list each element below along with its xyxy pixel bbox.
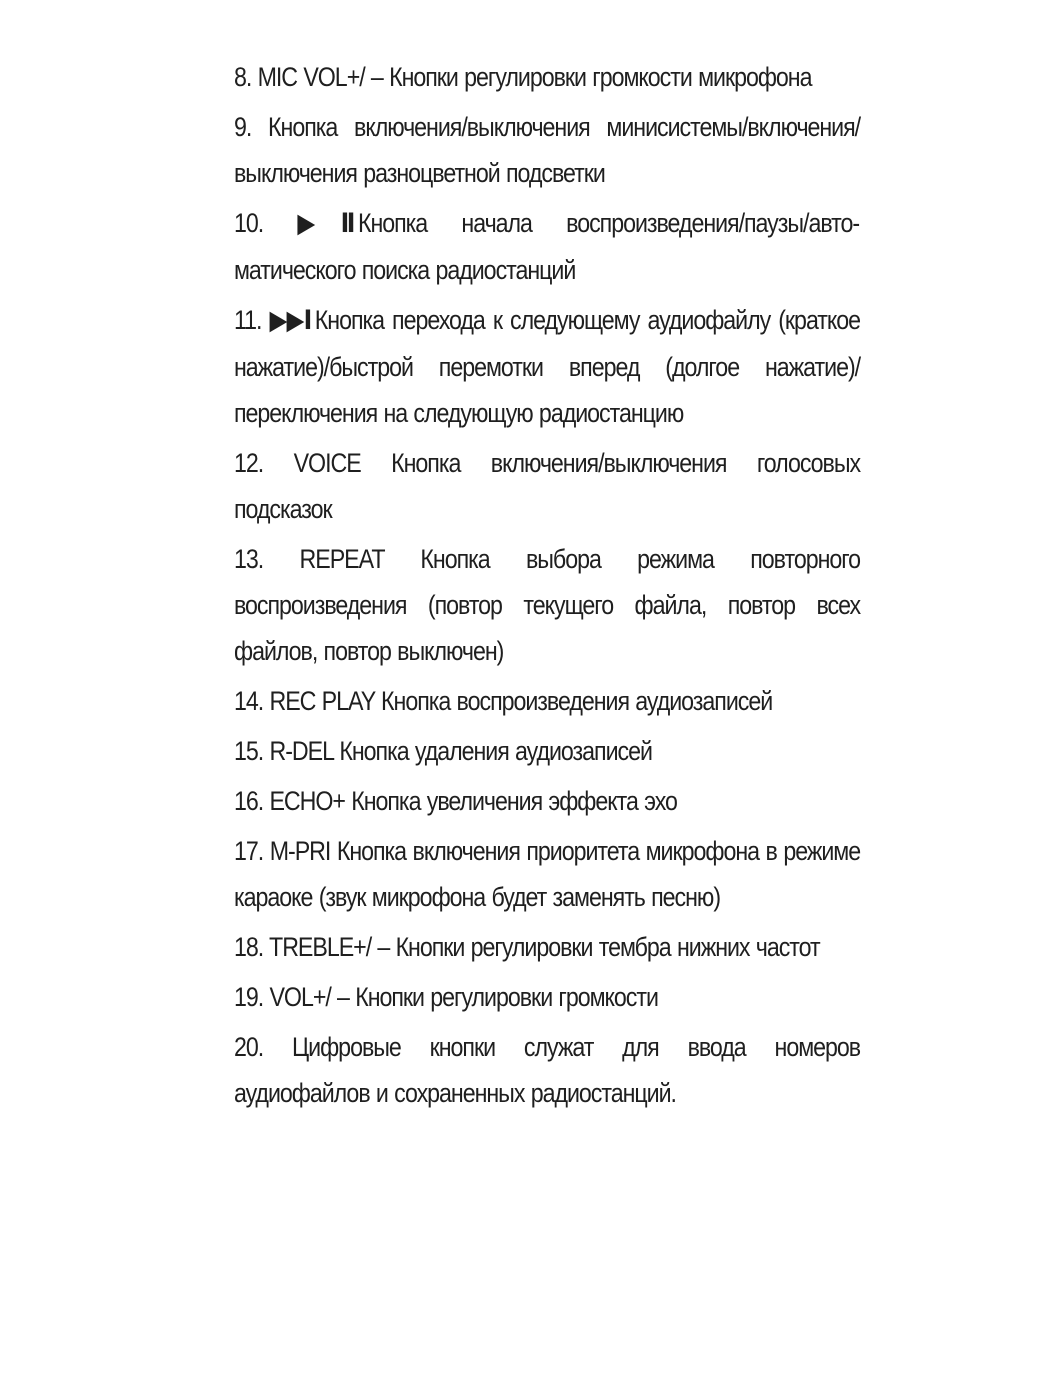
item-text: 12. VOICE Кнопка включения/выключения голосовых подсказок [234,448,861,524]
list-item-20 [234,1024,860,1116]
list-item-15 [234,728,860,774]
play-pause-icon: ▶II [297,208,353,239]
item-text: 15. R-DEL Кнопка удаления аудиозаписей [234,736,652,766]
list-item-12 [234,440,860,532]
next-track-icon: ▶▶I [269,305,310,336]
item-text: 20. Цифровые кнопки служат для ввода номеров аудиофайлов и сохраненных радиостанций. [234,1032,861,1108]
list-item-16 [234,778,860,824]
list-item-8 [234,54,860,100]
item-text: Кнопка начала воспроизведения/паузы/автоматического поиска радиостанций [234,208,861,285]
list-item-11 [234,297,860,436]
manual-page [234,54,860,1120]
item-number: 10. [234,208,264,238]
item-text: 13. REPEAT Кнопка выбора режима повторного воспроизведения (повтор текущего файла, повтор всех файлов, повтор выключен) [234,544,861,666]
list-item-9 [234,104,860,196]
list-item-19 [234,974,860,1020]
list-item-18 [234,924,860,970]
list-item-17 [234,828,860,920]
list-item-14 [234,678,860,724]
item-text: 9. Кнопка включения/выключения минисистемы/включения/выключения разноцветной подсветки [234,112,861,188]
item-text: Кнопка перехода к следующему аудиофайлу (краткое нажатие)/быстрой перемотки вперед (долгое нажатие)/переключения на следующую радиостанцию [234,305,861,428]
item-text: 17. M-PRI Кнопка включения приоритета микрофона в режиме караоке (звук микрофона будет заменять песню) [234,836,861,912]
item-text: 19. VOL+/ – Кнопки регулировки громкости [234,982,658,1012]
item-text: 18. TREBLE+/ – Кнопки регулировки тембра нижних частот [234,932,820,962]
item-number: 11. [234,305,262,335]
item-text: 16. ECHO+ Кнопка увеличения эффекта эхо [234,786,677,816]
item-text: 14. REC PLAY Кнопка воспроизведения аудиозаписей [234,686,773,716]
list-item-13 [234,536,860,674]
item-text: 8. MIC VOL+/ – Кнопки регулировки громкости микрофона [234,62,812,92]
list-item-10 [234,200,860,293]
